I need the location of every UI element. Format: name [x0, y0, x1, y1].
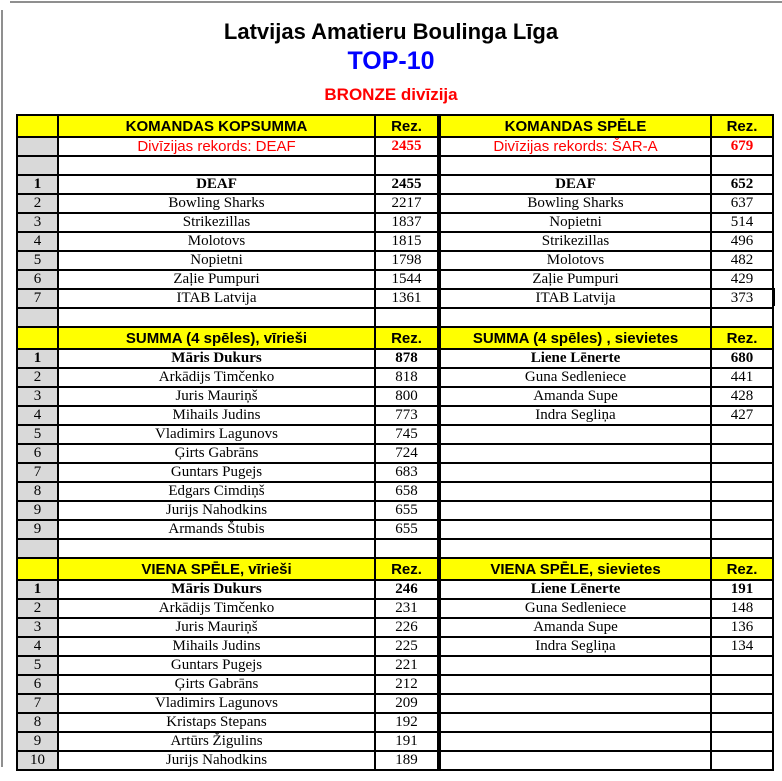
score-cell — [711, 482, 773, 501]
player-row — [17, 618, 773, 637]
score-cell: 482 — [711, 251, 773, 270]
team-name-cell: Molotovs — [439, 251, 711, 270]
player-name-cell — [439, 694, 711, 713]
rank-cell — [17, 539, 58, 558]
rez-header-cell: Rez. — [375, 327, 439, 349]
page-subtitle: TOP-10 — [347, 47, 435, 75]
empty-score-cell — [375, 539, 439, 558]
score-cell: 878 — [375, 349, 439, 368]
header-rank-cell — [17, 558, 58, 580]
player-name-cell — [439, 656, 711, 675]
team-row — [17, 213, 773, 232]
player-name-cell: Juris Mauriņš — [58, 387, 375, 406]
score-cell: 1361 — [375, 289, 439, 308]
rez-header-cell: Rez. — [375, 115, 439, 137]
player-row — [17, 501, 773, 520]
division-record-row — [17, 137, 773, 156]
team-name-cell: DEAF — [439, 175, 711, 194]
player-name-cell: Indra Segliņa — [439, 637, 711, 656]
rank-cell: 4 — [17, 232, 58, 251]
rank-cell: 3 — [17, 618, 58, 637]
page-border-top — [10, 1, 782, 3]
team-row — [17, 194, 773, 213]
score-cell — [711, 501, 773, 520]
score-cell — [711, 425, 773, 444]
rank-cell — [17, 156, 58, 175]
score-cell: 1798 — [375, 251, 439, 270]
score-cell: 1815 — [375, 232, 439, 251]
rank-cell: 6 — [17, 444, 58, 463]
rank-cell: 4 — [17, 406, 58, 425]
section-header-row — [17, 115, 773, 137]
rank-cell: 9 — [17, 520, 58, 539]
player-name-cell: Liene Lēnerte — [439, 349, 711, 368]
score-cell: 680 — [711, 349, 773, 368]
player-name-cell: Jurijs Nahodkins — [58, 751, 375, 770]
empty-score-cell — [375, 308, 439, 327]
player-name-cell: Vladimirs Lagunovs — [58, 694, 375, 713]
empty-name-cell — [58, 308, 375, 327]
player-name-cell — [439, 732, 711, 751]
player-row — [17, 482, 773, 501]
score-cell: 225 — [375, 637, 439, 656]
rank-cell: 2 — [17, 194, 58, 213]
score-cell: 148 — [711, 599, 773, 618]
rez-header-cell: Rez. — [711, 327, 773, 349]
score-cell — [711, 751, 773, 770]
team-name-cell: Bowling Sharks — [58, 194, 375, 213]
score-cell: 136 — [711, 618, 773, 637]
player-name-cell: Edgars Cimdiņš — [58, 482, 375, 501]
rank-cell — [17, 137, 58, 156]
rank-cell: 4 — [17, 637, 58, 656]
score-cell: 658 — [375, 482, 439, 501]
empty-name-cell — [58, 156, 375, 175]
score-cell — [711, 520, 773, 539]
player-row — [17, 599, 773, 618]
player-name-cell — [439, 520, 711, 539]
team-name-cell: Molotovs — [58, 232, 375, 251]
team-row — [17, 289, 773, 308]
rank-cell: 1 — [17, 580, 58, 599]
record-value-cell: 679 — [711, 137, 773, 156]
score-cell: 429 — [711, 270, 773, 289]
empty-name-cell — [439, 156, 711, 175]
separator-row — [17, 156, 773, 175]
score-cell: 773 — [375, 406, 439, 425]
score-cell: 1544 — [375, 270, 439, 289]
rank-cell: 6 — [17, 270, 58, 289]
player-row — [17, 637, 773, 656]
rank-cell: 6 — [17, 675, 58, 694]
player-row — [17, 751, 773, 770]
score-cell: 134 — [711, 637, 773, 656]
player-row — [17, 406, 773, 425]
team-name-cell: Zaļie Pumpuri — [58, 270, 375, 289]
division-title: BRONZE divīzija — [324, 85, 458, 104]
rank-cell: 1 — [17, 349, 58, 368]
score-cell: 191 — [711, 580, 773, 599]
player-name-cell — [439, 751, 711, 770]
score-cell: 745 — [375, 425, 439, 444]
rank-cell: 9 — [17, 501, 58, 520]
player-name-cell: Kristaps Stepans — [58, 713, 375, 732]
player-name-cell: Indra Segliņa — [439, 406, 711, 425]
record-label-cell: Divīzijas rekords: DEAF — [58, 137, 375, 156]
rank-cell: 3 — [17, 213, 58, 232]
player-name-cell: Guntars Pugejs — [58, 656, 375, 675]
player-name-cell — [439, 482, 711, 501]
rank-cell: 2 — [17, 368, 58, 387]
player-row — [17, 444, 773, 463]
player-name-cell: Ģirts Gabrāns — [58, 444, 375, 463]
player-name-cell: Armands Štubis — [58, 520, 375, 539]
team-name-cell: DEAF — [58, 175, 375, 194]
team-row — [17, 270, 773, 289]
rank-cell: 10 — [17, 751, 58, 770]
player-row — [17, 675, 773, 694]
team-name-cell: Zaļie Pumpuri — [439, 270, 711, 289]
player-row — [17, 656, 773, 675]
score-cell: 428 — [711, 387, 773, 406]
player-row — [17, 520, 773, 539]
score-cell: 226 — [375, 618, 439, 637]
score-cell: 231 — [375, 599, 439, 618]
section-right-header-cell: KOMANDAS SPĒLE — [439, 115, 711, 137]
player-row — [17, 694, 773, 713]
player-name-cell: Liene Lēnerte — [439, 580, 711, 599]
section-header-row — [17, 327, 773, 349]
player-row — [17, 387, 773, 406]
score-cell: 189 — [375, 751, 439, 770]
rez-header-cell: Rez. — [375, 558, 439, 580]
player-name-cell: Māris Dukurs — [58, 349, 375, 368]
team-row — [17, 251, 773, 270]
header-rank-cell — [17, 115, 58, 137]
section-left-header-cell: KOMANDAS KOPSUMMA — [58, 115, 375, 137]
score-cell — [711, 732, 773, 751]
rank-cell: 7 — [17, 694, 58, 713]
score-cell: 655 — [375, 520, 439, 539]
empty-name-cell — [439, 308, 711, 327]
score-cell: 652 — [711, 175, 773, 194]
player-name-cell: Māris Dukurs — [58, 580, 375, 599]
score-cell: 209 — [375, 694, 439, 713]
player-row — [17, 425, 773, 444]
page-title: Latvijas Amatieru Boulinga Līga — [223, 19, 559, 44]
player-name-cell: Mihails Judins — [58, 406, 375, 425]
team-name-cell: Bowling Sharks — [439, 194, 711, 213]
score-cell: 212 — [375, 675, 439, 694]
player-name-cell — [439, 444, 711, 463]
score-cell — [711, 444, 773, 463]
score-cell — [711, 675, 773, 694]
player-name-cell: Mihails Judins — [58, 637, 375, 656]
section-left-header-cell: VIENA SPĒLE, vīrieši — [58, 558, 375, 580]
player-name-cell: Arkādijs Timčenko — [58, 599, 375, 618]
score-cell: 724 — [375, 444, 439, 463]
rank-cell: 5 — [17, 251, 58, 270]
score-cell: 2455 — [375, 175, 439, 194]
score-cell: 191 — [375, 732, 439, 751]
player-row — [17, 732, 773, 751]
score-cell: 496 — [711, 232, 773, 251]
player-name-cell: Ģirts Gabrāns — [58, 675, 375, 694]
player-name-cell: Jurijs Nahodkins — [58, 501, 375, 520]
team-name-cell: Strikezillas — [58, 213, 375, 232]
player-name-cell — [439, 675, 711, 694]
score-cell: 2217 — [375, 194, 439, 213]
rank-cell: 5 — [17, 656, 58, 675]
rank-cell: 8 — [17, 713, 58, 732]
score-cell: 192 — [375, 713, 439, 732]
rank-cell: 2 — [17, 599, 58, 618]
score-cell — [711, 694, 773, 713]
player-name-cell — [439, 463, 711, 482]
player-name-cell — [439, 501, 711, 520]
team-row — [17, 232, 773, 251]
rez-header-cell: Rez. — [711, 558, 773, 580]
score-cell: 514 — [711, 213, 773, 232]
score-cell: 246 — [375, 580, 439, 599]
edge-tick-mark — [773, 288, 775, 306]
player-row — [17, 349, 773, 368]
team-name-cell: Nopietni — [439, 213, 711, 232]
record-value-cell: 2455 — [375, 137, 439, 156]
player-row — [17, 580, 773, 599]
score-cell: 655 — [375, 501, 439, 520]
player-name-cell: Juris Mauriņš — [58, 618, 375, 637]
player-row — [17, 713, 773, 732]
score-cell — [711, 463, 773, 482]
player-row — [17, 368, 773, 387]
player-name-cell: Guntars Pugejs — [58, 463, 375, 482]
score-cell: 800 — [375, 387, 439, 406]
score-cell — [711, 713, 773, 732]
section-right-header-cell: VIENA SPĒLE, sievietes — [439, 558, 711, 580]
player-name-cell: Guna Sedleniece — [439, 368, 711, 387]
player-name-cell: Arkādijs Timčenko — [58, 368, 375, 387]
team-name-cell: Strikezillas — [439, 232, 711, 251]
team-name-cell: Nopietni — [58, 251, 375, 270]
player-name-cell: Guna Sedleniece — [439, 599, 711, 618]
empty-score-cell — [711, 539, 773, 558]
rank-cell: 3 — [17, 387, 58, 406]
section-left-header-cell: SUMMA (4 spēles), vīrieši — [58, 327, 375, 349]
rank-cell: 1 — [17, 175, 58, 194]
empty-score-cell — [711, 308, 773, 327]
score-cell — [711, 656, 773, 675]
empty-name-cell — [58, 539, 375, 558]
section-header-row — [17, 558, 773, 580]
results-table — [16, 114, 774, 771]
header-rank-cell — [17, 327, 58, 349]
score-cell: 818 — [375, 368, 439, 387]
rank-cell: 7 — [17, 463, 58, 482]
score-cell: 427 — [711, 406, 773, 425]
score-cell: 637 — [711, 194, 773, 213]
player-name-cell: Amanda Supe — [439, 387, 711, 406]
empty-score-cell — [711, 156, 773, 175]
team-row — [17, 175, 773, 194]
player-row — [17, 463, 773, 482]
page-border-left — [1, 10, 3, 767]
empty-name-cell — [439, 539, 711, 558]
player-name-cell: Vladimirs Lagunovs — [58, 425, 375, 444]
rank-cell: 7 — [17, 289, 58, 308]
player-name-cell — [439, 713, 711, 732]
separator-row — [17, 308, 773, 327]
player-name-cell: Artūrs Žigulins — [58, 732, 375, 751]
rank-cell — [17, 308, 58, 327]
rez-header-cell: Rez. — [711, 115, 773, 137]
section-right-header-cell: SUMMA (4 spēles) , sievietes — [439, 327, 711, 349]
score-cell: 441 — [711, 368, 773, 387]
score-cell: 1837 — [375, 213, 439, 232]
rank-cell: 8 — [17, 482, 58, 501]
team-name-cell: ITAB Latvija — [58, 289, 375, 308]
record-label-cell: Divīzijas rekords: ŠAR-A — [439, 137, 711, 156]
rank-cell: 5 — [17, 425, 58, 444]
team-name-cell: ITAB Latvija — [439, 289, 711, 308]
empty-score-cell — [375, 156, 439, 175]
rank-cell: 9 — [17, 732, 58, 751]
player-name-cell: Amanda Supe — [439, 618, 711, 637]
score-cell: 373 — [711, 289, 773, 308]
score-cell: 221 — [375, 656, 439, 675]
player-name-cell — [439, 425, 711, 444]
score-cell: 683 — [375, 463, 439, 482]
separator-row — [17, 539, 773, 558]
